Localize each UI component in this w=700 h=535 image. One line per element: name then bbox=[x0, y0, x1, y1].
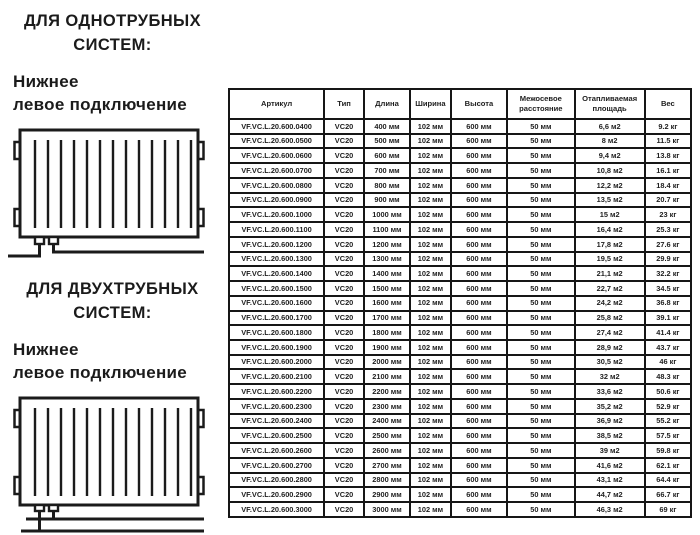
table-cell: VC20 bbox=[324, 369, 364, 384]
table-cell: VC20 bbox=[324, 134, 364, 149]
table-cell: 600 мм bbox=[451, 384, 507, 399]
table-cell: 13.8 кг bbox=[645, 148, 691, 163]
table-row bbox=[229, 384, 691, 399]
table-cell: 27,4 м2 bbox=[575, 325, 645, 340]
table-cell: 2900 мм bbox=[364, 487, 410, 502]
column-header-type: Тип bbox=[324, 89, 364, 119]
table-cell: 102 мм bbox=[410, 502, 451, 517]
table-cell: 600 мм bbox=[451, 311, 507, 326]
table-cell: 50 мм bbox=[507, 340, 574, 355]
table-cell: VF.VC.L.20.600.1000 bbox=[229, 207, 324, 222]
table-cell: VC20 bbox=[324, 487, 364, 502]
table-cell: 50 мм bbox=[507, 119, 574, 134]
table-cell: 600 мм bbox=[451, 252, 507, 267]
table-cell: VC20 bbox=[324, 266, 364, 281]
table-cell: 59.8 кг bbox=[645, 443, 691, 458]
table-cell: 28,9 м2 bbox=[575, 340, 645, 355]
table-cell: 22,7 м2 bbox=[575, 281, 645, 296]
table-cell: VF.VC.L.20.600.0900 bbox=[229, 193, 324, 208]
table-cell: 102 мм bbox=[410, 134, 451, 149]
table-cell: 1100 мм bbox=[364, 222, 410, 237]
table-cell: 16.1 кг bbox=[645, 163, 691, 178]
table-cell: 102 мм bbox=[410, 399, 451, 414]
table-cell: 43.7 кг bbox=[645, 340, 691, 355]
table-cell: VF.VC.L.20.600.1600 bbox=[229, 296, 324, 311]
table-cell: VF.VC.L.20.600.0800 bbox=[229, 178, 324, 193]
table-cell: 50 мм bbox=[507, 311, 574, 326]
table-cell: 600 мм bbox=[451, 399, 507, 414]
single-pipe-radiator-icon bbox=[8, 125, 210, 262]
table-cell: 2100 мм bbox=[364, 369, 410, 384]
table-cell: 29.9 кг bbox=[645, 252, 691, 267]
table-cell: VF.VC.L.20.600.1200 bbox=[229, 237, 324, 252]
table-cell: 33,6 м2 bbox=[575, 384, 645, 399]
table-cell: 50 мм bbox=[507, 473, 574, 488]
table-cell: 50 мм bbox=[507, 502, 574, 517]
table-row bbox=[229, 355, 691, 370]
table-cell: 52.9 кг bbox=[645, 399, 691, 414]
table-cell: 50 мм bbox=[507, 369, 574, 384]
table-cell: VF.VC.L.20.600.2600 bbox=[229, 443, 324, 458]
table-cell: 50 мм bbox=[507, 134, 574, 149]
table-row bbox=[229, 487, 691, 502]
left-panel bbox=[0, 0, 225, 535]
table-cell: VC20 bbox=[324, 193, 364, 208]
table-cell: 900 мм bbox=[364, 193, 410, 208]
table-cell: 1400 мм bbox=[364, 266, 410, 281]
table-cell: VF.VC.L.20.600.2700 bbox=[229, 458, 324, 473]
table-cell: 50 мм bbox=[507, 266, 574, 281]
table-cell: 600 мм bbox=[451, 266, 507, 281]
table-cell: 600 мм bbox=[451, 414, 507, 429]
table-cell: 600 мм bbox=[451, 487, 507, 502]
single-pipe-title bbox=[0, 10, 225, 58]
two-pipe-section bbox=[0, 278, 225, 535]
table-cell: 50 мм bbox=[507, 163, 574, 178]
table-cell: 102 мм bbox=[410, 458, 451, 473]
table-row bbox=[229, 414, 691, 429]
table-row bbox=[229, 148, 691, 163]
table-cell: 23 кг bbox=[645, 207, 691, 222]
table-cell: 102 мм bbox=[410, 487, 451, 502]
table-cell: 50 мм bbox=[507, 296, 574, 311]
table-cell: 64.4 кг bbox=[645, 473, 691, 488]
table-cell: 50 мм bbox=[507, 222, 574, 237]
table-cell: 50 мм bbox=[507, 487, 574, 502]
table-cell: 102 мм bbox=[410, 296, 451, 311]
table-cell: 400 мм bbox=[364, 119, 410, 134]
table-cell: 102 мм bbox=[410, 178, 451, 193]
table-row bbox=[229, 222, 691, 237]
table-cell: VF.VC.L.20.600.1800 bbox=[229, 325, 324, 340]
column-header-heated-area: Отапливаемая площадь bbox=[575, 89, 645, 119]
table-cell: 2400 мм bbox=[364, 414, 410, 429]
table-cell: 46 кг bbox=[645, 355, 691, 370]
table-cell: 2300 мм bbox=[364, 399, 410, 414]
table-cell: VF.VC.L.20.600.2400 bbox=[229, 414, 324, 429]
table-cell: 102 мм bbox=[410, 252, 451, 267]
table-cell: VF.VC.L.20.600.0700 bbox=[229, 163, 324, 178]
table-cell: 600 мм bbox=[451, 325, 507, 340]
table-cell: 18.4 кг bbox=[645, 178, 691, 193]
table-cell: VF.VC.L.20.600.0400 bbox=[229, 119, 324, 134]
table-cell: 102 мм bbox=[410, 237, 451, 252]
table-cell: 36,9 м2 bbox=[575, 414, 645, 429]
table-cell: 600 мм bbox=[451, 355, 507, 370]
table-cell: VF.VC.L.20.600.1300 bbox=[229, 252, 324, 267]
single-pipe-subtitle-line2: левое подключение bbox=[13, 94, 188, 114]
table-cell: VF.VC.L.20.600.3000 bbox=[229, 502, 324, 517]
table-row bbox=[229, 502, 691, 517]
table-cell: 600 мм bbox=[451, 207, 507, 222]
table-cell: VC20 bbox=[324, 252, 364, 267]
table-cell: VC20 bbox=[324, 443, 364, 458]
table-cell: 600 мм bbox=[451, 502, 507, 517]
table-cell: 1500 мм bbox=[364, 281, 410, 296]
table-cell: 44,7 м2 bbox=[575, 487, 645, 502]
table-cell: 50 мм bbox=[507, 281, 574, 296]
table-cell: 600 мм bbox=[451, 148, 507, 163]
table-cell: 1600 мм bbox=[364, 296, 410, 311]
table-cell: 16,4 м2 bbox=[575, 222, 645, 237]
table-cell: 600 мм bbox=[451, 163, 507, 178]
table-row bbox=[229, 134, 691, 149]
table-cell: 2600 мм bbox=[364, 443, 410, 458]
table-cell: 9.2 кг bbox=[645, 119, 691, 134]
two-pipe-subtitle-line1: Нижнее bbox=[13, 339, 79, 359]
table-cell: VC20 bbox=[324, 473, 364, 488]
table-cell: 700 мм bbox=[364, 163, 410, 178]
column-header-weight: Вес bbox=[645, 89, 691, 119]
table-row bbox=[229, 473, 691, 488]
table-cell: 24,2 м2 bbox=[575, 296, 645, 311]
single-pipe-subtitle-line1: Нижнее bbox=[13, 71, 79, 91]
table-cell: 102 мм bbox=[410, 325, 451, 340]
table-cell: 43,1 м2 bbox=[575, 473, 645, 488]
two-pipe-title-line2: СИСТЕМ: bbox=[73, 303, 152, 322]
table-cell: 102 мм bbox=[410, 369, 451, 384]
table-row bbox=[229, 325, 691, 340]
table-cell: 34.5 кг bbox=[645, 281, 691, 296]
table-cell: 8 м2 bbox=[575, 134, 645, 149]
table-cell: 50 мм bbox=[507, 414, 574, 429]
table-cell: VC20 bbox=[324, 414, 364, 429]
table-header bbox=[229, 89, 691, 119]
table-cell: 19,5 м2 bbox=[575, 252, 645, 267]
table-cell: 17,8 м2 bbox=[575, 237, 645, 252]
table-cell: 50 мм bbox=[507, 384, 574, 399]
table-cell: 50 мм bbox=[507, 207, 574, 222]
table-row bbox=[229, 119, 691, 134]
table-cell: 1200 мм bbox=[364, 237, 410, 252]
table-cell: 50 мм bbox=[507, 252, 574, 267]
table-cell: 102 мм bbox=[410, 193, 451, 208]
table-cell: 600 мм bbox=[451, 134, 507, 149]
table-row bbox=[229, 193, 691, 208]
table-cell: 50 мм bbox=[507, 458, 574, 473]
table-row bbox=[229, 281, 691, 296]
table-cell: 41.4 кг bbox=[645, 325, 691, 340]
table-cell: 1700 мм bbox=[364, 311, 410, 326]
table-body bbox=[229, 119, 691, 517]
table-cell: VC20 bbox=[324, 384, 364, 399]
table-row bbox=[229, 207, 691, 222]
table-cell: 600 мм bbox=[451, 222, 507, 237]
table-cell: 50 мм bbox=[507, 443, 574, 458]
table-cell: 35,2 м2 bbox=[575, 399, 645, 414]
column-header-length: Длина bbox=[364, 89, 410, 119]
radiator-spec-table bbox=[228, 88, 692, 518]
table-cell: 13,5 м2 bbox=[575, 193, 645, 208]
table-cell: VC20 bbox=[324, 502, 364, 517]
table-row bbox=[229, 399, 691, 414]
table-cell: 46,3 м2 bbox=[575, 502, 645, 517]
table-cell: 600 мм bbox=[451, 193, 507, 208]
table-cell: 55.2 кг bbox=[645, 414, 691, 429]
table-cell: 800 мм bbox=[364, 178, 410, 193]
table-cell: 39.1 кг bbox=[645, 311, 691, 326]
table-row bbox=[229, 458, 691, 473]
two-pipe-title bbox=[0, 278, 225, 326]
two-pipe-subtitle-line2: левое подключение bbox=[13, 362, 188, 382]
table-cell: VC20 bbox=[324, 428, 364, 443]
table-cell: 600 мм bbox=[451, 340, 507, 355]
table-cell: 32 м2 bbox=[575, 369, 645, 384]
table-cell: 600 мм bbox=[451, 443, 507, 458]
table-cell: 2000 мм bbox=[364, 355, 410, 370]
table-cell: VF.VC.L.20.600.2900 bbox=[229, 487, 324, 502]
table-cell: VC20 bbox=[324, 355, 364, 370]
table-cell: 21,1 м2 bbox=[575, 266, 645, 281]
column-header-article: Артикул bbox=[229, 89, 324, 119]
table-cell: 20.7 кг bbox=[645, 193, 691, 208]
table-cell: 9,4 м2 bbox=[575, 148, 645, 163]
table-cell: 600 мм bbox=[364, 148, 410, 163]
table-row bbox=[229, 163, 691, 178]
table-cell: VC20 bbox=[324, 458, 364, 473]
table-cell: VF.VC.L.20.600.0600 bbox=[229, 148, 324, 163]
table-cell: VF.VC.L.20.600.1100 bbox=[229, 222, 324, 237]
table-cell: VF.VC.L.20.600.1700 bbox=[229, 311, 324, 326]
table-cell: 102 мм bbox=[410, 384, 451, 399]
table-cell: 50 мм bbox=[507, 325, 574, 340]
table-row bbox=[229, 178, 691, 193]
table-cell: 600 мм bbox=[451, 296, 507, 311]
table-cell: 102 мм bbox=[410, 355, 451, 370]
table-cell: VC20 bbox=[324, 399, 364, 414]
table-cell: 50 мм bbox=[507, 148, 574, 163]
table-cell: 69 кг bbox=[645, 502, 691, 517]
table-cell: VC20 bbox=[324, 325, 364, 340]
table-cell: 1800 мм bbox=[364, 325, 410, 340]
table-cell: 38,5 м2 bbox=[575, 428, 645, 443]
table-cell: 102 мм bbox=[410, 266, 451, 281]
single-pipe-radiator-diagram bbox=[8, 125, 225, 267]
table-cell: 3000 мм bbox=[364, 502, 410, 517]
column-header-width: Ширина bbox=[410, 89, 451, 119]
table-cell: 102 мм bbox=[410, 473, 451, 488]
table-cell: 50.6 кг bbox=[645, 384, 691, 399]
table-cell: 102 мм bbox=[410, 281, 451, 296]
two-pipe-radiator-icon bbox=[8, 393, 210, 535]
table-cell: 57.5 кг bbox=[645, 428, 691, 443]
table-cell: 66.7 кг bbox=[645, 487, 691, 502]
table-cell: VF.VC.L.20.600.1400 bbox=[229, 266, 324, 281]
table-cell: 50 мм bbox=[507, 399, 574, 414]
table-cell: VF.VC.L.20.600.0500 bbox=[229, 134, 324, 149]
table-cell: 27.6 кг bbox=[645, 237, 691, 252]
table-cell: 48.3 кг bbox=[645, 369, 691, 384]
single-pipe-title-line2: СИСТЕМ: bbox=[73, 35, 152, 54]
table-row bbox=[229, 311, 691, 326]
table-cell: 1900 мм bbox=[364, 340, 410, 355]
table-cell: 36.8 кг bbox=[645, 296, 691, 311]
table-cell: VF.VC.L.20.600.1500 bbox=[229, 281, 324, 296]
single-pipe-title-line1: ДЛЯ ОДНОТРУБНЫХ bbox=[24, 12, 201, 30]
table-cell: VF.VC.L.20.600.2500 bbox=[229, 428, 324, 443]
table-cell: 50 мм bbox=[507, 178, 574, 193]
table-cell: VC20 bbox=[324, 296, 364, 311]
table-cell: 102 мм bbox=[410, 443, 451, 458]
table-cell: 15 м2 bbox=[575, 207, 645, 222]
table-cell: 1000 мм bbox=[364, 207, 410, 222]
table-cell: VC20 bbox=[324, 119, 364, 134]
two-pipe-title-line1: ДЛЯ ДВУХТРУБНЫХ bbox=[26, 280, 199, 298]
table-cell: VC20 bbox=[324, 178, 364, 193]
table-cell: 11.5 кг bbox=[645, 134, 691, 149]
table-cell: 102 мм bbox=[410, 207, 451, 222]
table-cell: VF.VC.L.20.600.2000 bbox=[229, 355, 324, 370]
table-cell: 6,6 м2 bbox=[575, 119, 645, 134]
table-cell: 39 м2 bbox=[575, 443, 645, 458]
column-header-height: Высота bbox=[451, 89, 507, 119]
table-cell: 12,2 м2 bbox=[575, 178, 645, 193]
table-cell: 102 мм bbox=[410, 311, 451, 326]
table-cell: 32.2 кг bbox=[645, 266, 691, 281]
table-cell: VF.VC.L.20.600.2300 bbox=[229, 399, 324, 414]
two-pipe-subtitle bbox=[13, 339, 225, 385]
table-cell: 102 мм bbox=[410, 414, 451, 429]
table-cell: 102 мм bbox=[410, 148, 451, 163]
table-cell: VC20 bbox=[324, 237, 364, 252]
table-cell: 1300 мм bbox=[364, 252, 410, 267]
table-cell: 30,5 м2 bbox=[575, 355, 645, 370]
table-row bbox=[229, 443, 691, 458]
table-cell: VC20 bbox=[324, 148, 364, 163]
table-cell: 25,8 м2 bbox=[575, 311, 645, 326]
table-row bbox=[229, 369, 691, 384]
table-cell: 2700 мм bbox=[364, 458, 410, 473]
table-row bbox=[229, 266, 691, 281]
single-pipe-section bbox=[0, 10, 225, 267]
table-cell: 102 мм bbox=[410, 119, 451, 134]
table-cell: VF.VC.L.20.600.2800 bbox=[229, 473, 324, 488]
table-cell: 102 мм bbox=[410, 428, 451, 443]
table-cell: 600 мм bbox=[451, 473, 507, 488]
table-cell: VC20 bbox=[324, 281, 364, 296]
table-cell: 2500 мм bbox=[364, 428, 410, 443]
table-cell: VC20 bbox=[324, 222, 364, 237]
table-cell: 600 мм bbox=[451, 178, 507, 193]
table-cell: 25.3 кг bbox=[645, 222, 691, 237]
table-cell: 600 мм bbox=[451, 119, 507, 134]
table-cell: VF.VC.L.20.600.1900 bbox=[229, 340, 324, 355]
table-cell: 500 мм bbox=[364, 134, 410, 149]
table-cell: VC20 bbox=[324, 207, 364, 222]
table-cell: VF.VC.L.20.600.2200 bbox=[229, 384, 324, 399]
table-cell: 600 мм bbox=[451, 428, 507, 443]
table-cell: 600 мм bbox=[451, 281, 507, 296]
table-cell: VC20 bbox=[324, 311, 364, 326]
table-cell: 2800 мм bbox=[364, 473, 410, 488]
two-pipe-radiator-diagram bbox=[8, 393, 225, 535]
table-cell: 50 мм bbox=[507, 193, 574, 208]
table-cell: 10,8 м2 bbox=[575, 163, 645, 178]
table-cell: 50 мм bbox=[507, 428, 574, 443]
table-cell: 41,6 м2 bbox=[575, 458, 645, 473]
table-cell: VC20 bbox=[324, 163, 364, 178]
table-cell: 62.1 кг bbox=[645, 458, 691, 473]
table-cell: VC20 bbox=[324, 340, 364, 355]
table-cell: 102 мм bbox=[410, 163, 451, 178]
single-pipe-subtitle bbox=[13, 71, 225, 117]
table-cell: VF.VC.L.20.600.2100 bbox=[229, 369, 324, 384]
table-row bbox=[229, 252, 691, 267]
table-cell: 600 мм bbox=[451, 458, 507, 473]
table-row bbox=[229, 340, 691, 355]
table-cell: 50 мм bbox=[507, 355, 574, 370]
table-row bbox=[229, 296, 691, 311]
table-cell: 50 мм bbox=[507, 237, 574, 252]
table-cell: 102 мм bbox=[410, 222, 451, 237]
table-cell: 2200 мм bbox=[364, 384, 410, 399]
table-row bbox=[229, 237, 691, 252]
table-cell: 600 мм bbox=[451, 237, 507, 252]
table-cell: 600 мм bbox=[451, 369, 507, 384]
column-header-axle-distance: Межосевое расстояние bbox=[507, 89, 574, 119]
table-row bbox=[229, 428, 691, 443]
table-cell: 102 мм bbox=[410, 340, 451, 355]
